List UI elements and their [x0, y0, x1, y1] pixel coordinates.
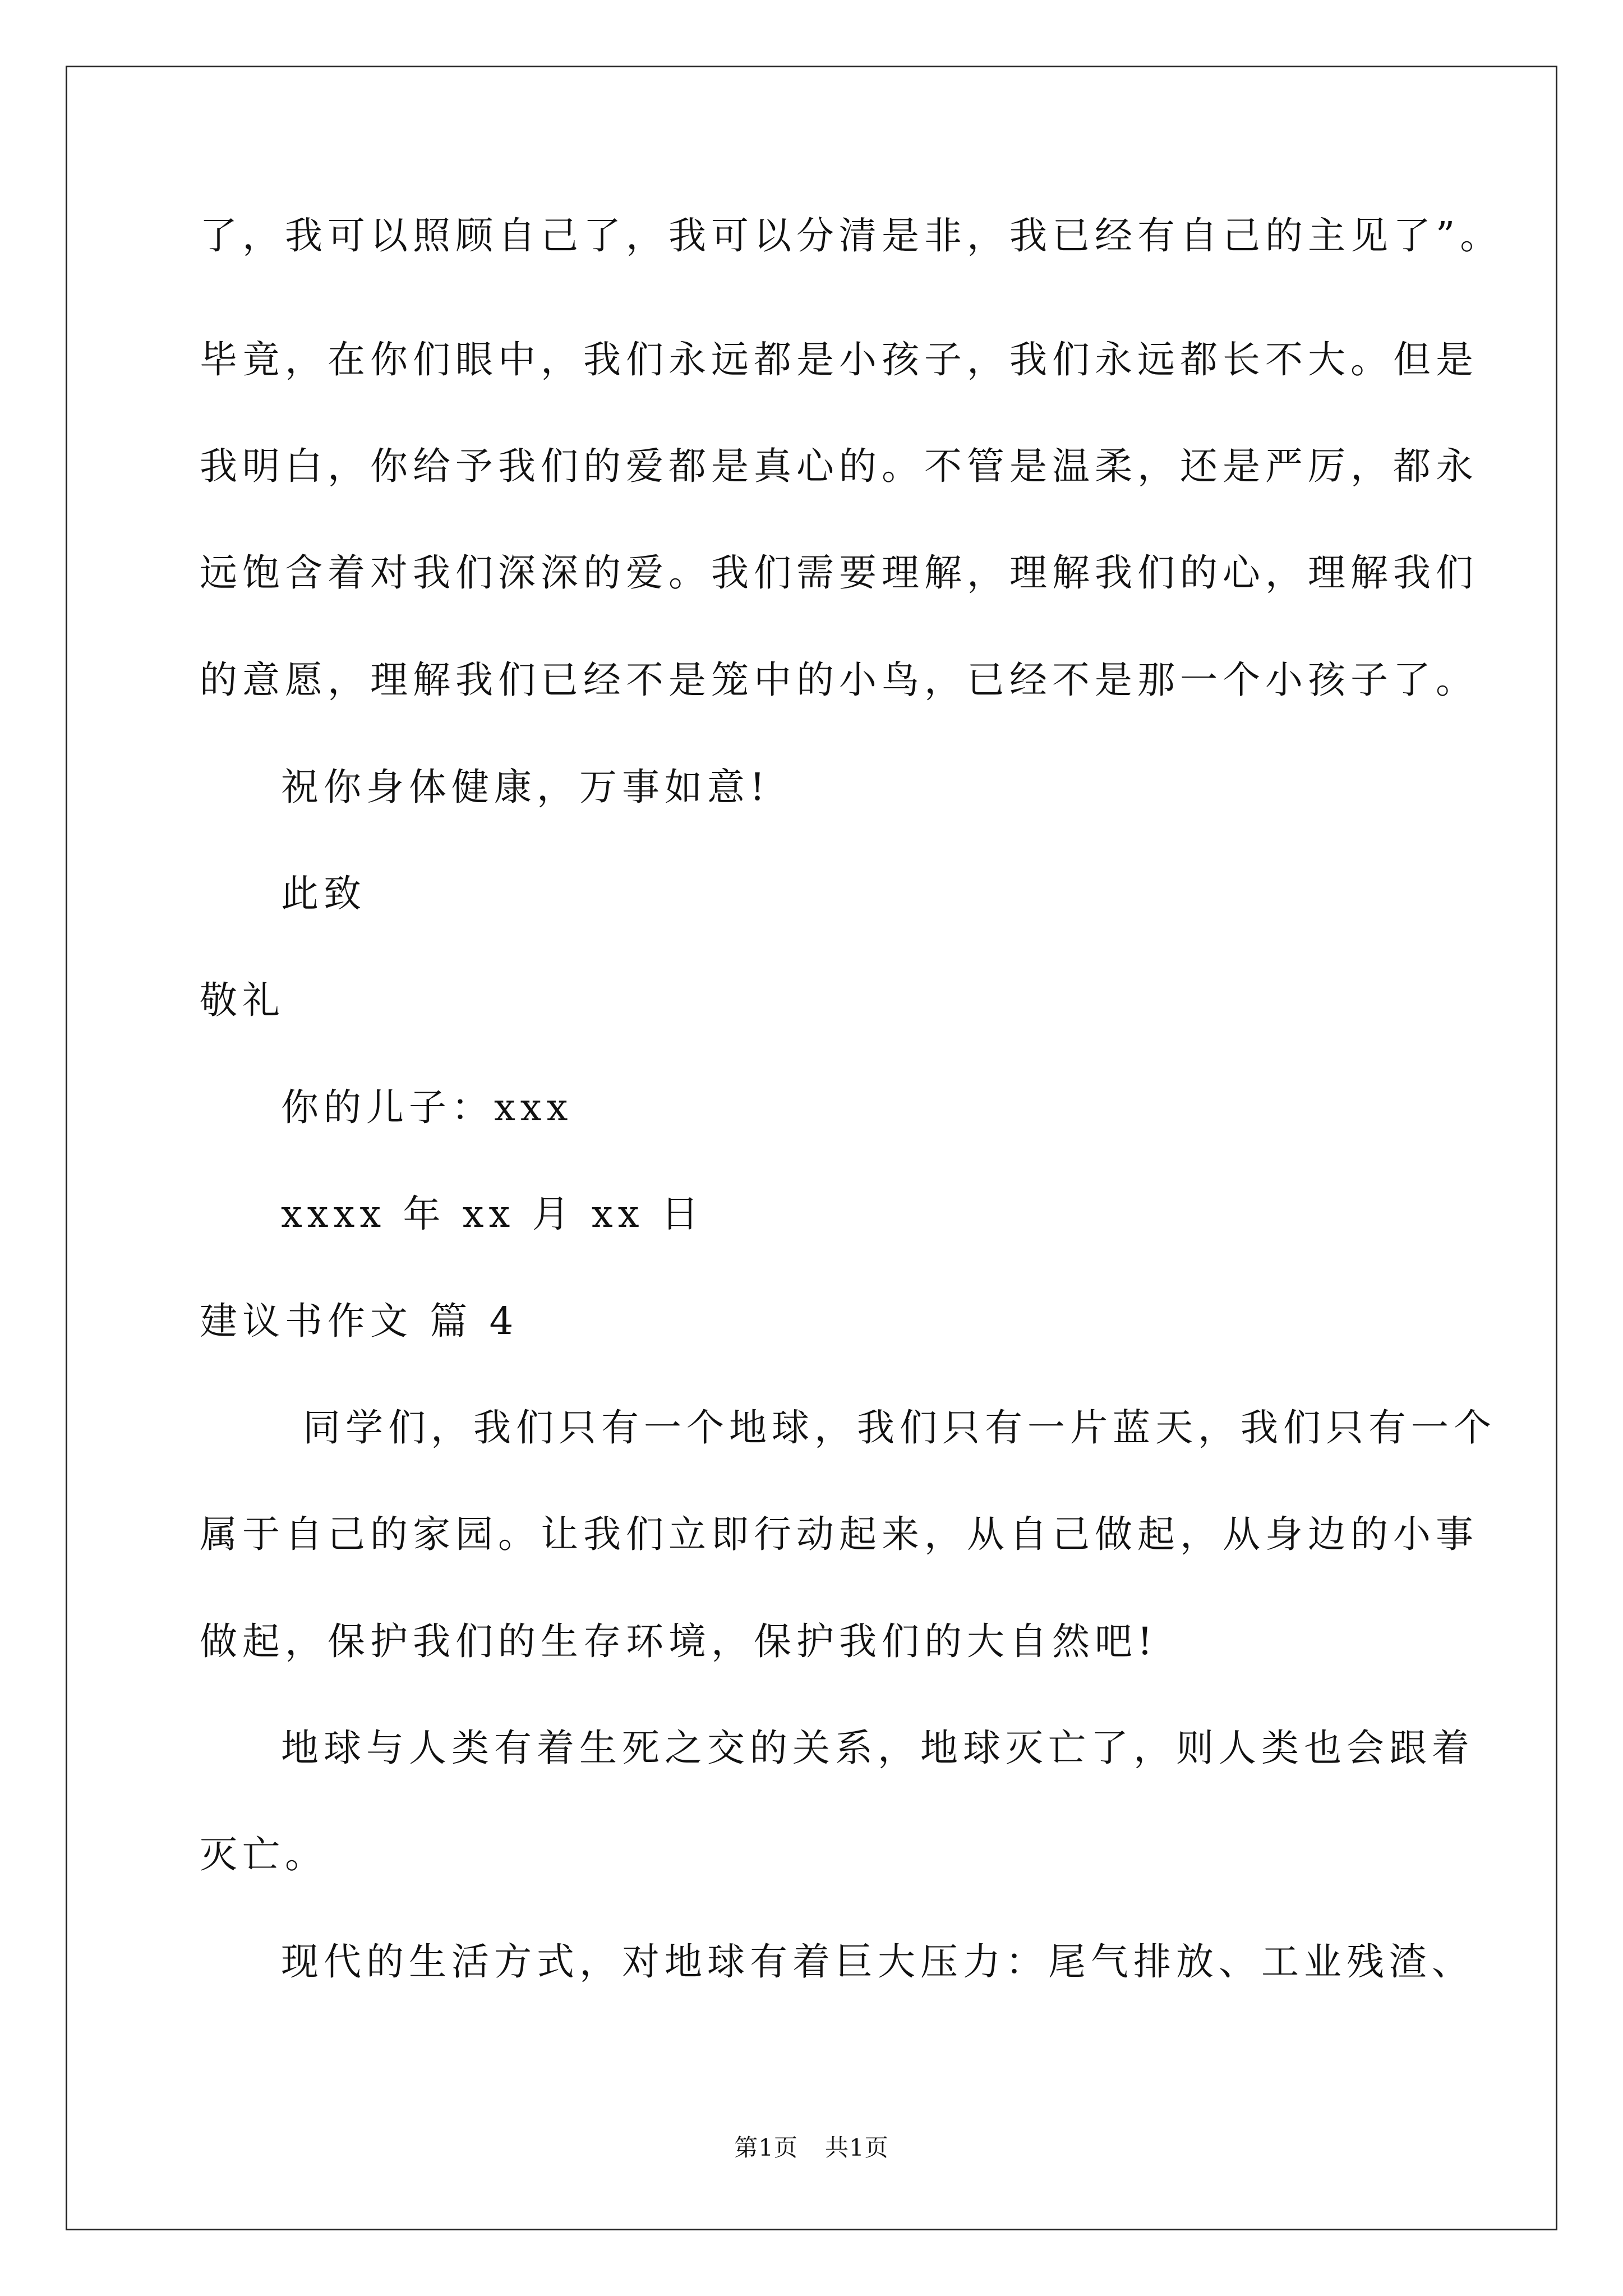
paragraph-line: 属于自己的家园。让我们立即行动起来，从自己做起，从身边的小事 — [200, 1512, 1478, 1556]
paragraph-line: 了，我可以照顾自己了，我可以分清是非，我已经有自己的主见了”。 — [200, 214, 1503, 257]
page-total: 共1页 — [825, 2134, 889, 2161]
paragraph-line: 的意愿，理解我们已经不是笼中的小鸟，已经不是那一个小孩子了。 — [200, 658, 1478, 702]
signature: 你的儿子：xxx — [281, 1085, 573, 1129]
paragraph-line: 灭亡。 — [200, 1833, 328, 1876]
date-line: xxxx 年 xx 月 xx 日 — [281, 1192, 704, 1236]
paragraph-line: 做起，保护我们的生存环境，保护我们的大自然吧! — [200, 1619, 1158, 1663]
paragraph-line: 我明白，你给予我们的爱都是真心的。不管是温柔，还是严厉，都永 — [200, 444, 1478, 488]
paragraph-line: 现代的生活方式，对地球有着巨大压力：尾气排放、工业残渣、 — [281, 1940, 1474, 1984]
page-footer — [0, 2134, 1623, 2162]
paragraph-line: 同学们，我们只有一个地球，我们只有一片蓝天，我们只有一个 — [303, 1406, 1496, 1450]
salutation-jingli: 敬礼 — [200, 978, 285, 1022]
section-heading: 建议书作文 篇 4 — [200, 1299, 519, 1343]
salutation-cizhi: 此致 — [281, 872, 366, 915]
closing-wish: 祝你身体健康，万事如意! — [281, 765, 770, 809]
paragraph-line: 地球与人类有着生死之交的关系，地球灭亡了，则人类也会跟着 — [281, 1726, 1474, 1770]
page-border — [66, 66, 1557, 2230]
page-number: 第1页 — [734, 2134, 798, 2161]
paragraph-line: 远饱含着对我们深深的爱。我们需要理解，理解我们的心，理解我们 — [200, 551, 1478, 595]
paragraph-line: 毕竟，在你们眼中，我们永远都是小孩子，我们永远都长不大。但是 — [200, 338, 1478, 381]
